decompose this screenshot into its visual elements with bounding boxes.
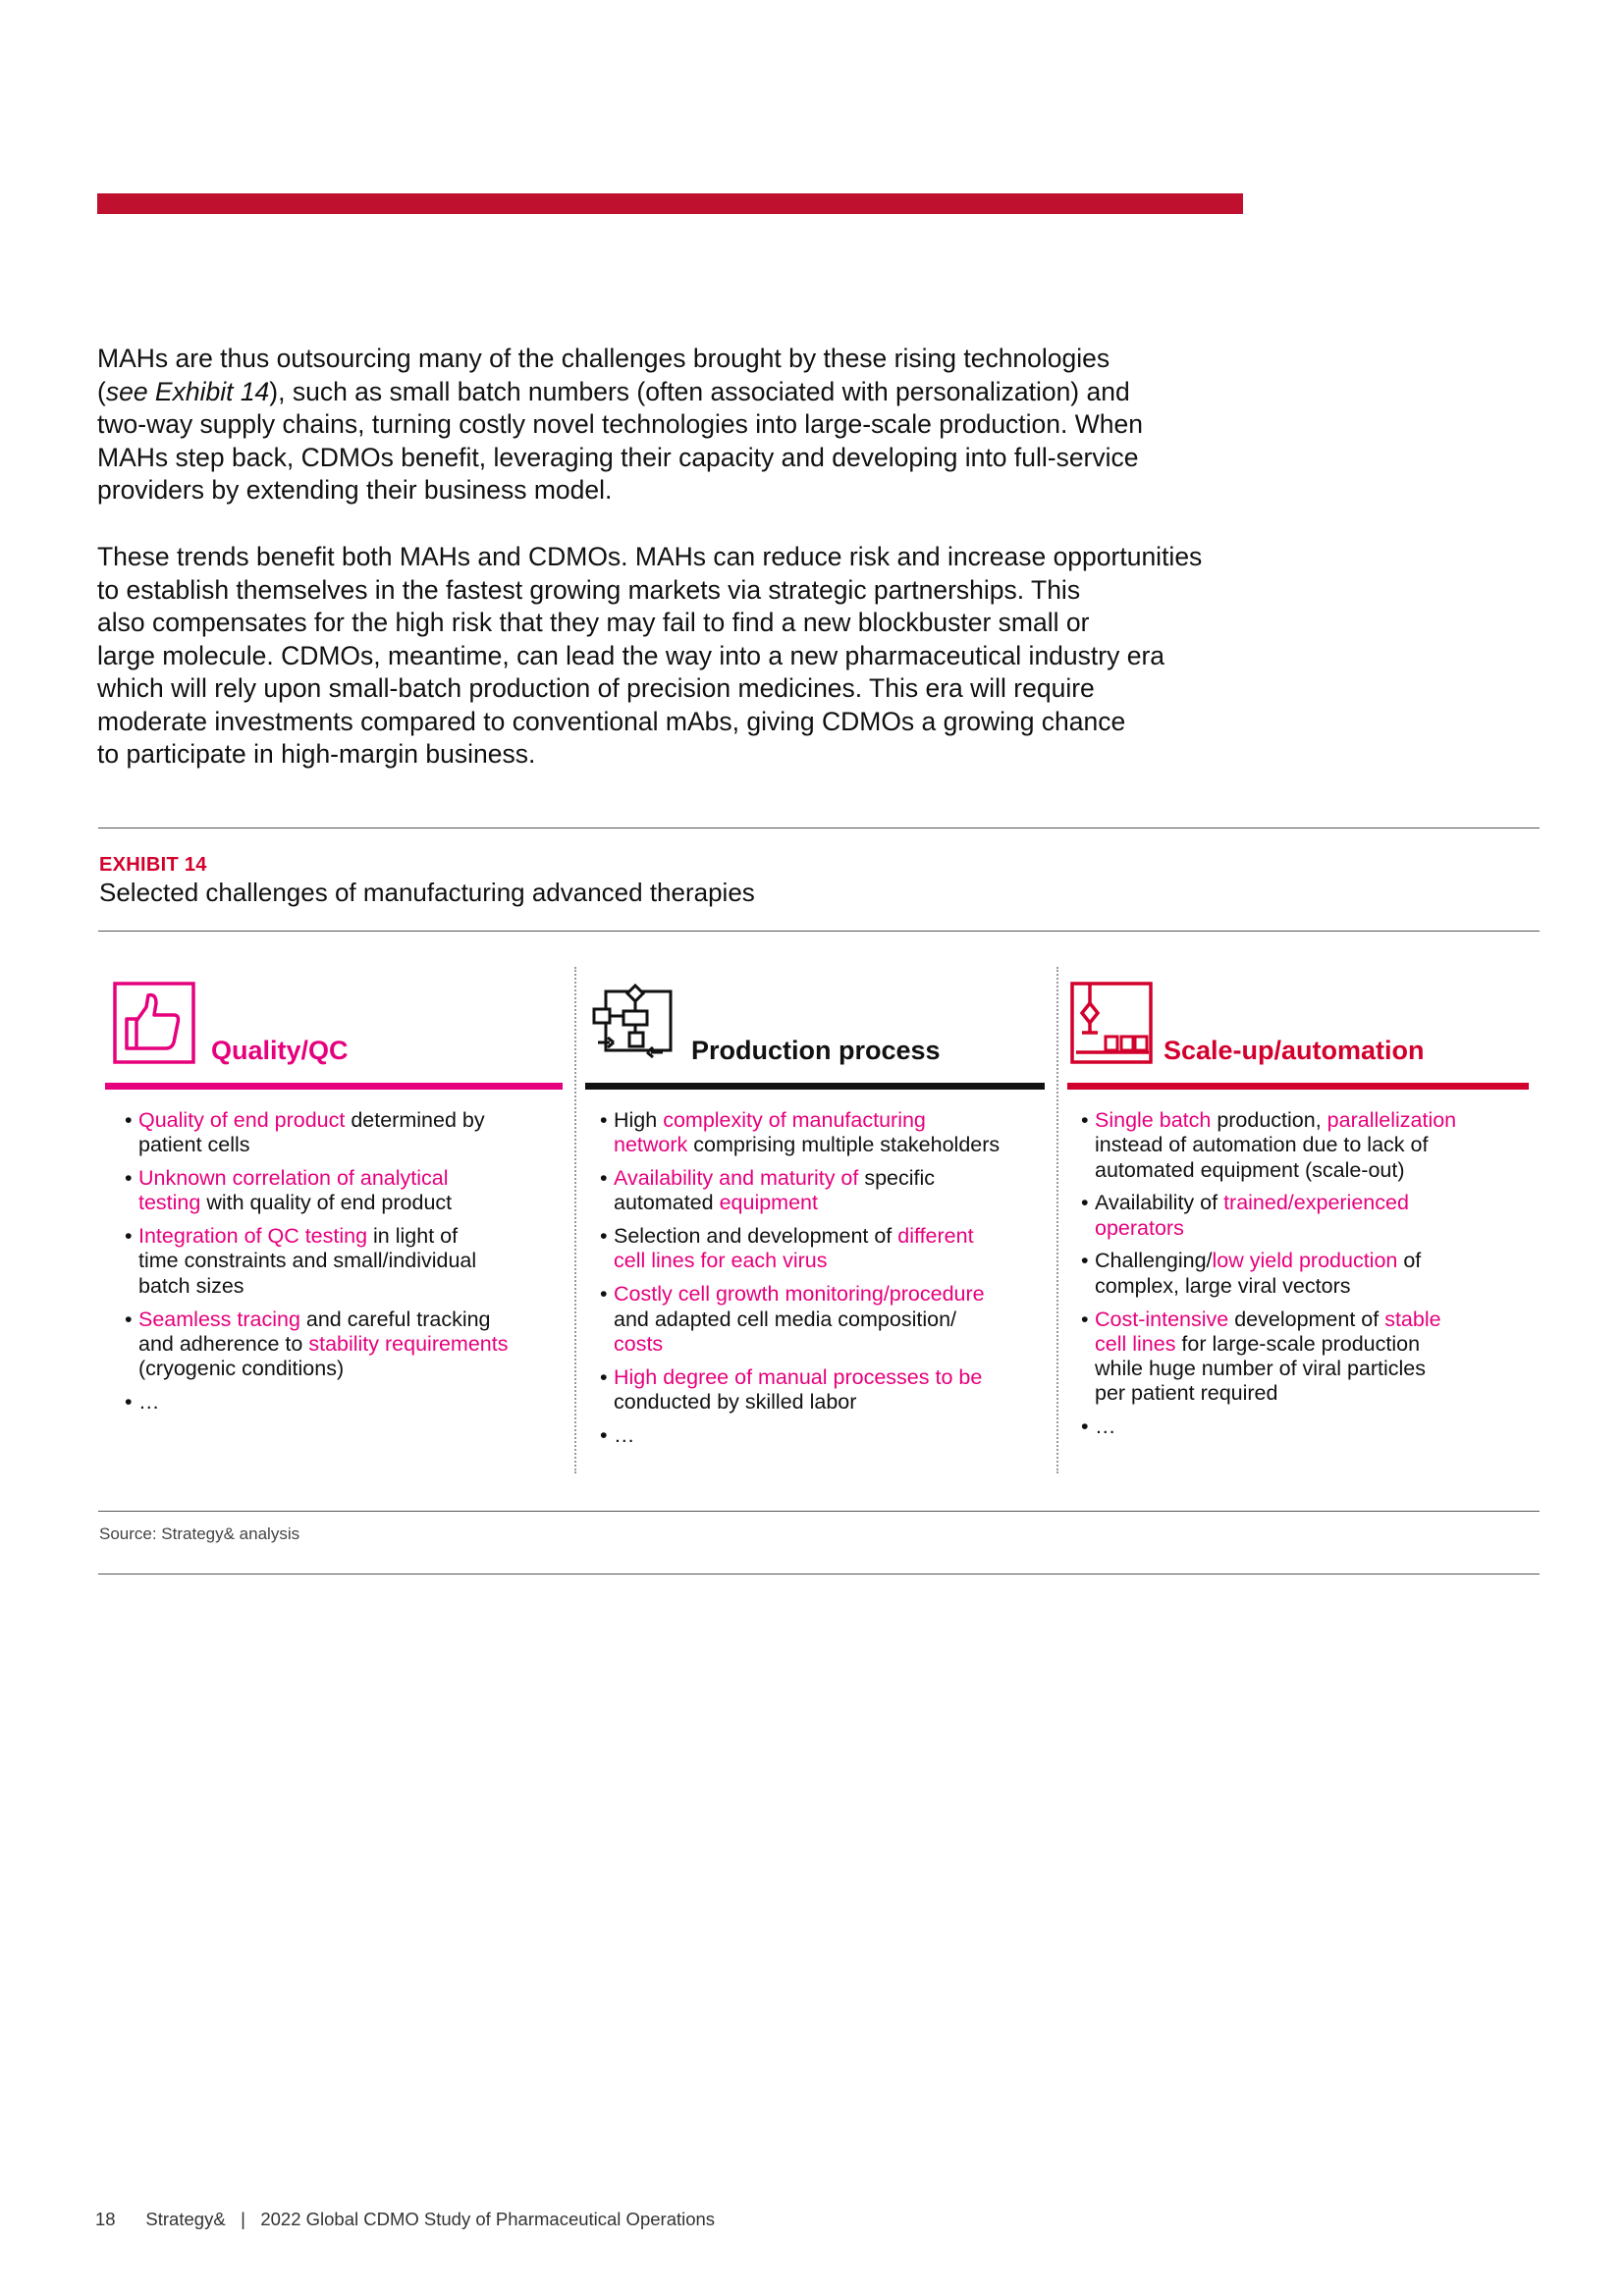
bullet-text: batch sizes (138, 1273, 244, 1298)
bullet-text: in light of (367, 1224, 459, 1249)
highlight-text: operators (1095, 1215, 1184, 1240)
bullet-text: Challenging/ (1095, 1249, 1213, 1273)
para1-line: providers by extending their business model. (97, 475, 613, 505)
highlight-text: different (897, 1224, 974, 1249)
body-paragraph-1 (97, 343, 1256, 507)
bullet-text: production, (1211, 1108, 1327, 1132)
bullet-text: per patient required (1095, 1381, 1278, 1406)
bullet-text: (cryogenic conditions) (138, 1357, 345, 1381)
bullet-text: time constraints and small/individual (138, 1249, 477, 1273)
source-note: Source: Strategy& analysis (99, 1524, 300, 1543)
highlight-text: cell lines (1095, 1331, 1176, 1356)
exhibit-reference: see Exhibit 14 (105, 376, 270, 406)
highlight-text: parallelization (1326, 1108, 1457, 1132)
highlight-text: stability requirements (308, 1331, 509, 1356)
challenge-bullet (600, 1423, 1047, 1448)
exhibit-title-rule (98, 931, 1540, 932)
bullet-text: determined by (345, 1108, 485, 1132)
page-number: 18 (95, 2209, 116, 2229)
bullet-text: and adapted cell media composition/ (614, 1307, 956, 1331)
bullet-text: while huge number of viral particles (1095, 1357, 1426, 1381)
challenge-bullet (1081, 1108, 1529, 1183)
bullet-text: … (614, 1422, 635, 1447)
column-title: Scale-up/automation (1164, 1036, 1425, 1065)
para2-line: to participate in high-margin business. (97, 739, 536, 769)
bullet-list (125, 1108, 567, 1423)
highlight-text: Integration of QC testing (138, 1224, 368, 1249)
highlight-text: Availability and maturity of (614, 1166, 859, 1191)
bullet-list (600, 1108, 1047, 1457)
challenge-bullet (1081, 1308, 1529, 1407)
column-divider (1056, 967, 1058, 1473)
highlight-text: Quality of end product (138, 1108, 346, 1132)
highlight-text: Costly cell growth monitoring/procedure (614, 1282, 985, 1307)
page-footer (95, 2209, 715, 2230)
footer-title: 2022 Global CDMO Study of Pharmaceutical Operations (260, 2209, 716, 2229)
para1-line: MAHs step back, CDMOs benefit, leveraging their capacity and developing into full-service (97, 442, 1139, 472)
highlight-text: Seamless tracing (138, 1307, 300, 1331)
para1-line: MAHs are thus outsourcing many of the challenges brought by these rising technologies (97, 344, 1110, 373)
challenge-bullet (125, 1224, 567, 1299)
footer-brand: Strategy& (145, 2209, 226, 2229)
bullet-text: Availability of (1095, 1191, 1224, 1215)
bullet-list (1081, 1108, 1529, 1448)
process-flow-icon (592, 982, 675, 1069)
header-accent-bar (97, 193, 1243, 214)
bullet-text: comprising multiple stakeholders (687, 1133, 1001, 1157)
exhibit-title: Selected challenges of manufacturing advanced therapies (99, 878, 755, 907)
challenge-bullet (600, 1282, 1047, 1357)
challenge-bullet (600, 1108, 1047, 1158)
highlight-text: cell lines for each virus (614, 1249, 828, 1273)
highlight-text: low yield production (1212, 1249, 1398, 1273)
bullet-text: Selection and development of (614, 1224, 898, 1249)
para1-line: two-way supply chains, turning costly novel technologies into large-scale production. When (97, 409, 1143, 439)
highlight-text: High degree of manual processes to be (614, 1364, 983, 1389)
para2-line: to establish themselves in the fastest growing markets via strategic partnerships. This (97, 574, 1081, 605)
challenge-bullet (125, 1308, 567, 1382)
challenge-bullet (125, 1390, 567, 1415)
column-title: Production process (691, 1036, 941, 1065)
bullet-text: High (614, 1108, 664, 1132)
bullet-text: development of (1228, 1307, 1385, 1331)
column-underline (105, 1083, 563, 1090)
para2-line: moderate investments compared to conventional mAbs, giving CDMOs a growing chance (97, 706, 1126, 736)
bullet-text: … (138, 1389, 160, 1414)
highlight-text: complexity of manufacturing (663, 1108, 926, 1132)
highlight-text: Cost-intensive (1095, 1307, 1229, 1331)
bullet-text: of (1397, 1249, 1422, 1273)
source-rule (98, 1574, 1540, 1575)
highlight-text: costs (614, 1331, 664, 1356)
highlight-text: network (614, 1133, 688, 1157)
challenge-bullet (600, 1365, 1047, 1415)
bullet-text: … (1095, 1415, 1116, 1439)
challenge-bullet (1081, 1415, 1529, 1439)
column-divider (574, 967, 576, 1473)
bullet-text: specific (858, 1166, 936, 1191)
bullet-text: complex, large viral vectors (1095, 1273, 1351, 1298)
column-title: Quality/QC (211, 1036, 349, 1065)
challenge-bullet (600, 1166, 1047, 1216)
para1-line: (see Exhibit 14), such as small batch numbers (often associated with personalization) and (97, 376, 1130, 406)
highlight-text: testing (138, 1191, 201, 1215)
highlight-text: stable (1384, 1307, 1441, 1331)
bullet-text: and careful tracking (299, 1307, 491, 1331)
body-paragraph-2 (97, 541, 1256, 772)
bullet-text: automated (614, 1191, 720, 1215)
exhibit-label: EXHIBIT 14 (99, 854, 207, 876)
column-underline (1067, 1083, 1529, 1090)
robot-arm-icon (1070, 982, 1153, 1069)
bullet-text: patient cells (138, 1133, 250, 1157)
para2-line: large molecule. CDMOs, meantime, can lead the way into a new pharmaceutical industry era (97, 640, 1165, 670)
para2-line: which will rely upon small-batch production of precision medicines. This era will require (97, 673, 1095, 703)
para2-line: also compensates for the high risk that they may fail to find a new blockbuster small or (97, 608, 1090, 637)
challenge-bullet (600, 1224, 1047, 1274)
highlight-text: trained/experienced (1223, 1191, 1409, 1215)
challenge-bullet (1081, 1249, 1529, 1299)
bullet-text: for large-scale production (1175, 1331, 1421, 1356)
bullet-text: conducted by skilled labor (614, 1389, 857, 1414)
challenge-bullet (125, 1166, 567, 1216)
thumbs-up-icon (113, 982, 195, 1069)
challenge-bullet (125, 1108, 567, 1158)
highlight-text: Unknown correlation of analytical (138, 1166, 449, 1191)
column-underline (585, 1083, 1045, 1090)
para2-line: These trends benefit both MAHs and CDMOs. MAHs can reduce risk and increase opportunities (97, 542, 1203, 571)
bullet-text: with quality of end product (200, 1191, 453, 1215)
bullet-text: instead of automation due to lack of (1095, 1133, 1429, 1157)
highlight-text: equipment (719, 1191, 818, 1215)
footer-separator: | (241, 2209, 245, 2229)
bullet-text: automated equipment (scale-out) (1095, 1157, 1405, 1182)
bullet-text: and adherence to (138, 1331, 309, 1356)
exhibit-bottom-rule (98, 1511, 1540, 1512)
challenge-bullet (1081, 1191, 1529, 1241)
highlight-text: Single batch (1095, 1108, 1212, 1132)
